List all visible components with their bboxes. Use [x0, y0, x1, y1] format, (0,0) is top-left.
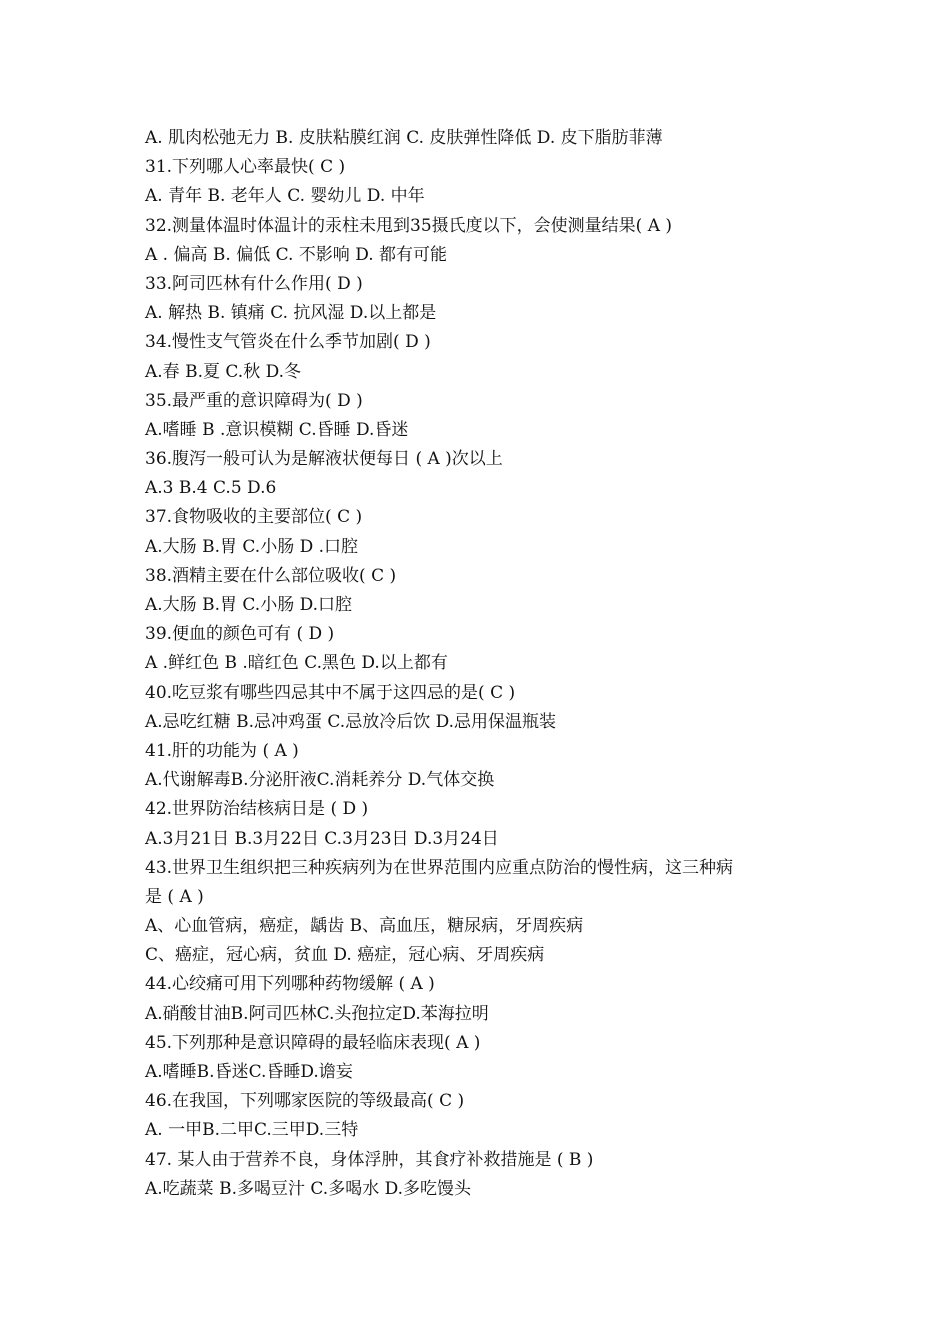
- question-44: 44.心绞痛可用下列哪种药物缓解 ( A ): [145, 974, 435, 995]
- answer-options-37: A.大肠 B.胃 C.小肠 D .口腔: [145, 536, 359, 557]
- question-43-continued: 是 ( A ): [145, 886, 204, 907]
- answer-options-34: A.春 B.夏 C.秋 D.冬: [145, 361, 302, 382]
- question-43: 43.世界卫生组织把三种疾病列为在世界范围内应重点防治的慢性病，这三种病: [145, 857, 734, 878]
- answer-options-38: A.大肠 B.胃 C.小肠 D.口腔: [145, 595, 353, 615]
- question-37: 37.食物吸收的主要部位( C ): [145, 507, 363, 528]
- answer-options-35: A.嗜睡 B .意识模糊 C.昏睡 D.昏迷: [145, 419, 409, 440]
- question-47: 47. 某人由于营养不良，身体浮肿，其食疗补救措施是 ( B ): [145, 1149, 594, 1170]
- question-36: 36.腹泻一般可认为是解液状便每日 ( A )次以上: [145, 449, 503, 470]
- question-46: 46.在我国，下列哪家医院的等级最高( C ): [145, 1091, 465, 1112]
- question-34: 34.慢性支气管炎在什么季节加剧( D ): [145, 332, 431, 353]
- answer-options-42: A.3月21日 B.3月22日 C.3月23日 D.3月24日: [145, 828, 499, 849]
- question-40: 40.吃豆浆有哪些四忌其中不属于这四忌的是( C ): [145, 682, 516, 703]
- answer-options-39: A .鲜红色 B .暗红色 C.黑色 D.以上都有: [145, 653, 448, 674]
- question-32: 32.测量体温时体温计的汞柱未甩到35摄氏度以下，会使测量结果( A ): [145, 215, 673, 236]
- answer-options-30: A. 肌肉松弛无力 B. 皮肤粘膜红润 C. 皮肤弹性降低 D. 皮下脂肪菲薄: [145, 128, 663, 148]
- answer-options-33: A. 解热 B. 镇痛 C. 抗风湿 D.以上都是: [145, 303, 437, 324]
- answer-options-31: A. 青年 B. 老年人 C. 婴幼儿 D. 中年: [145, 186, 425, 207]
- question-41: 41.肝的功能为 ( A ): [145, 740, 299, 761]
- answer-options-40: A.忌吃红糖 B.忌冲鸡蛋 C.忌放冷后饮 D.忌用保温瓶装: [145, 711, 557, 732]
- question-39: 39.便血的颜色可有 ( D ): [145, 624, 335, 645]
- question-45: 45.下列那种是意识障碍的最轻临床表现( A ): [145, 1032, 481, 1053]
- answer-options-36: A.3 B.4 C.5 D.6: [145, 478, 277, 499]
- question-list: [145, 124, 825, 1204]
- question-33: 33.阿司匹林有什么作用( D ): [145, 273, 363, 294]
- answer-options-41: A.代谢解毒B.分泌肝液C.消耗养分 D.气体交换: [145, 770, 495, 791]
- answer-options-45: A.嗜睡B.昏迷C.昏睡D.谵妄: [145, 1062, 353, 1082]
- question-38: 38.酒精主要在什么部位吸收( C ): [145, 565, 397, 586]
- question-31: 31.下列哪人心率最快( C ): [145, 157, 346, 178]
- question-42: 42.世界防治结核病日是 ( D ): [145, 799, 369, 820]
- answer-options-43-cd: C、癌症，冠心病，贫血 D. 癌症，冠心病、牙周疾病: [145, 945, 545, 966]
- answer-options-47: A.吃蔬菜 B.多喝豆汁 C.多喝水 D.多吃馒头: [145, 1178, 472, 1199]
- answer-options-46: A. 一甲B.二甲C.三甲D.三特: [145, 1120, 359, 1141]
- answer-options-43-ab: A、心血管病，癌症，龋齿 B、高血压，糖尿病，牙周疾病: [145, 916, 584, 937]
- answer-options-44: A.硝酸甘油B.阿司匹林C.头孢拉定D.苯海拉明: [145, 1003, 489, 1024]
- answer-options-32: A . 偏高 B. 偏低 C. 不影响 D. 都有可能: [145, 244, 448, 265]
- question-35: 35.最严重的意识障碍为( D ): [145, 390, 363, 411]
